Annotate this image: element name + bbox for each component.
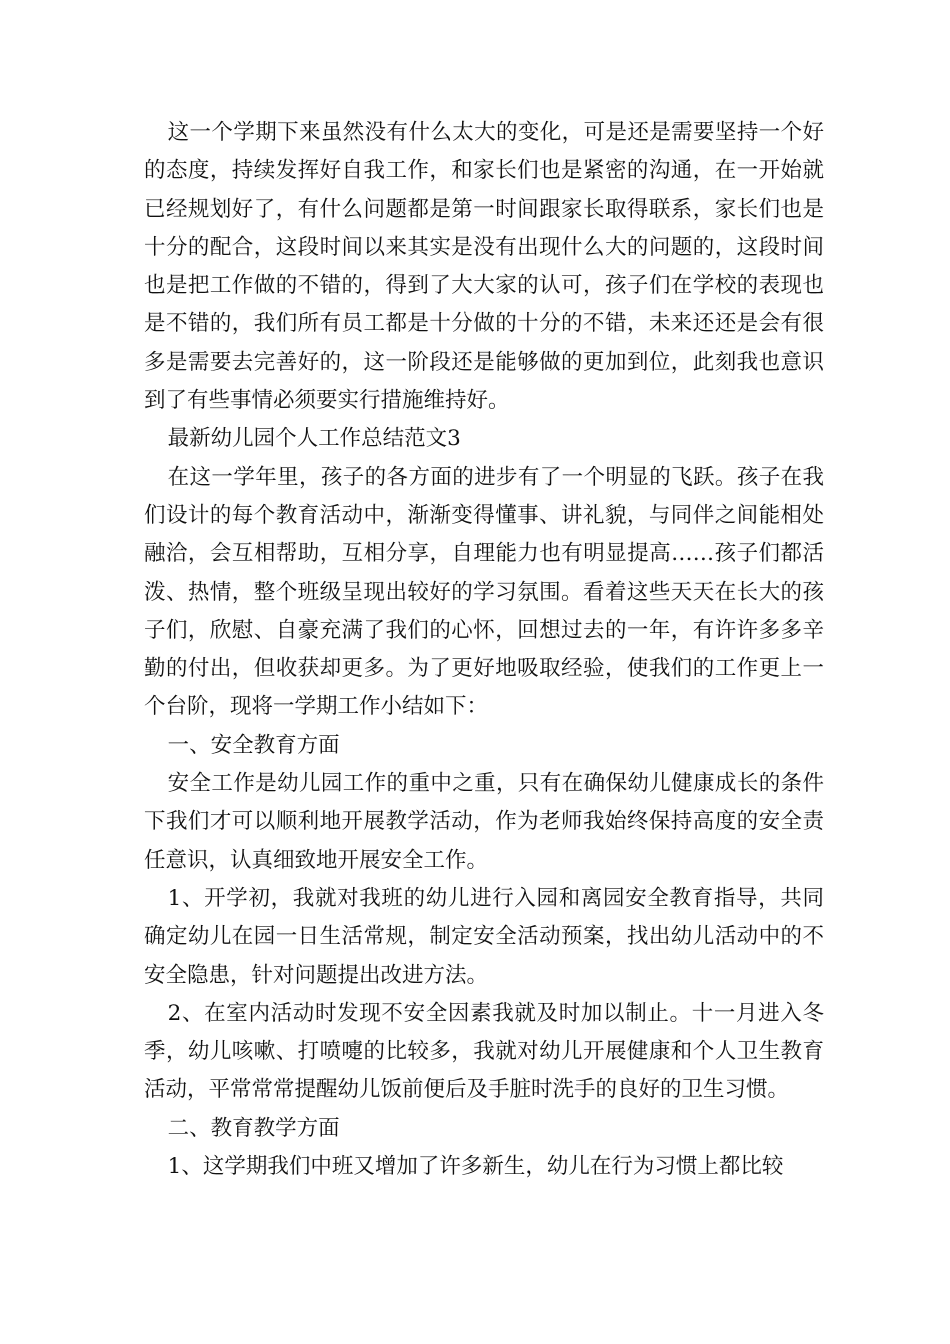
document-body — [144, 114, 824, 1186]
paragraph-safety-item-2: 2、在室内活动时发现不安全因素我就及时加以制止。十一月进入冬季，幼儿咳嗽、打喷嚏的比较多，我就对幼儿开展健康和个人卫生教育活动，平常常常提醒幼儿饭前便后及手脏时洗手的良好的卫生习惯。 — [144, 1000, 824, 1103]
heading-safety-education: 一、安全教育方面 — [167, 732, 340, 758]
paragraph-year-summary: 在这一学年里，孩子的各方面的进步有了一个明显的飞跃。孩子在我们设计的每个教育活动中，渐渐变得懂事、讲礼貌，与同伴之间能相处融洽，会互相帮助，互相分享，自理能力也有明显提高……孩子们都活泼、热情，整个班级呈现出较好的学习氛围。看着这些天天在长大的孩子们，欣慰、自豪充满了我们的心怀，回想过去的一年，有许许多多辛勤的付出，但收获却更多。为了更好地吸取经验，使我们的工作更上一个台阶，现将一学期工作小结如下： — [144, 464, 824, 720]
section-title-sample-3: 最新幼儿园个人工作总结范文3 — [167, 426, 461, 452]
paragraph-safety-overview: 安全工作是幼儿园工作的重中之重，只有在确保幼儿健康成长的条件下我们才可以顺利地开展教学活动，作为老师我始终保持高度的安全责任意识，认真细致地开展安全工作。 — [144, 771, 824, 873]
paragraph-safety-item-1: 1、开学初，我就对我班的幼儿进行入园和离园安全教育指导，共同确定幼儿在园一日生活常规，制定安全活动预案，找出幼儿活动中的不安全隐患，针对问题提出改进方法。 — [144, 885, 824, 988]
paragraph-intro: 这一个学期下来虽然没有什么太大的变化，可是还是需要坚持一个好的态度，持续发挥好自我工作，和家长们也是紧密的沟通，在一开始就已经规划好了，有什么问题都是第一时间跟家长取得联系，家长们也是十分的配合，这段时间以来其实是没有出现什么大的问题的，这段时间也是把工作做的不错的，得到了大大家的认可，孩子们在学校的表现也是不错的，我们所有员工都是十分做的十分的不错，未来还还是会有很多是需要去完善好的，这一阶段还是能够做的更加到位，此刻我也意识到了有些事情必须要实行措施维持好。 — [144, 120, 824, 414]
heading-teaching: 二、教育教学方面 — [167, 1115, 340, 1141]
paragraph-teaching-item-1: 1、这学期我们中班又增加了许多新生，幼儿在行为习惯上都比较 — [167, 1154, 784, 1180]
